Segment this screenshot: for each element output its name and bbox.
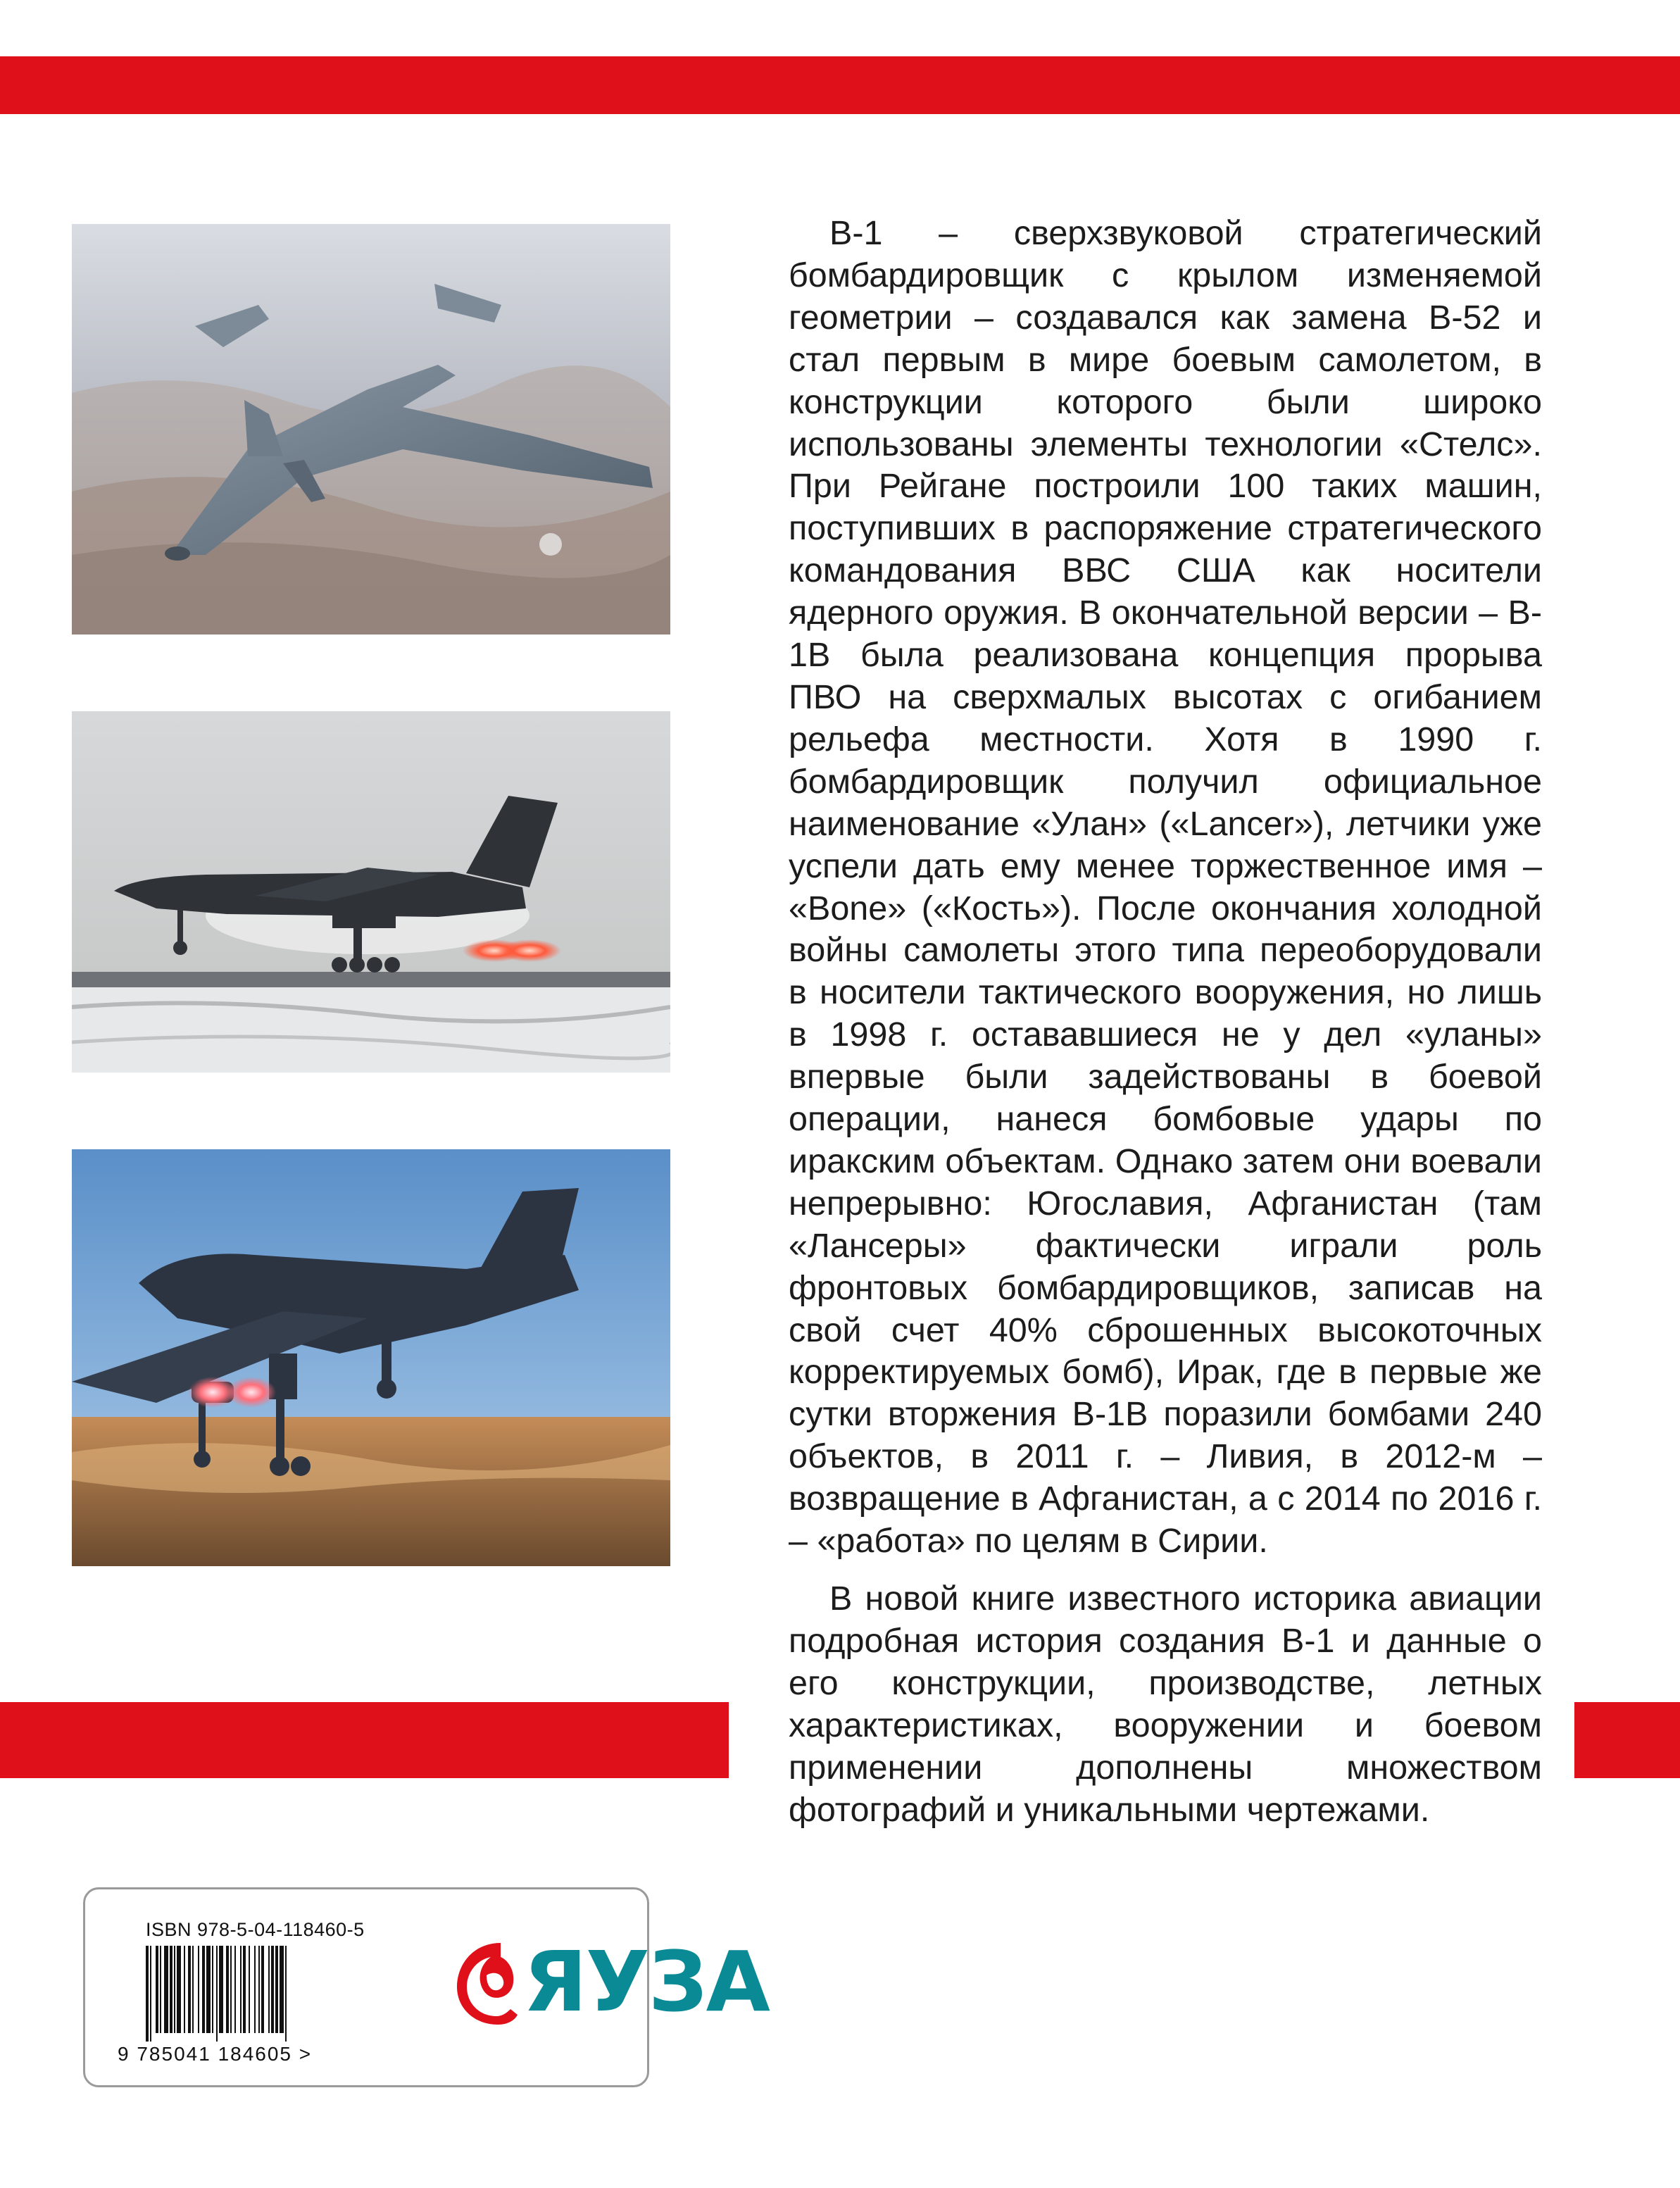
photo-b1-snowy-takeoff-image [72,711,670,1073]
body-paragraph-2: В новой книге известного историка авиации подробная история создания B-1 и данные о его конструкции, производстве, летных характеристиках, вооружении и боевом применении дополнены множеством фотографий и уникальными чертежами. [789,1580,1542,1829]
barcode-panel [83,1887,769,2087]
photo-b1-in-flight [72,224,670,634]
publisher-logo-text: ЯУЗА [523,1933,769,2030]
middle-red-stripe-left [0,1702,729,1778]
photo-b1-sunset-takeoff-image [72,1149,670,1566]
body-paragraph-1: B-1 – сверхзвуковой стратегический бомбардировщик с крылом изменяемой геометрии – создавался как замена B-52 и стал первым в мире боевым самолетом, в конструкции которого были широко использованы элементы технологии «Стелс». При Рейгане построили 100 таких машин, поступивших в распоряжение стратегического командования ВВС США как носители ядерного оружия. В окончательной версии – B-1B была реализована концепция прорыва ПВО на сверхмалых высотах с огибанием рельефа местности. Хотя в 1990 г. бомбардировщик получил официальное наименование «Улан» («Lancer»), летчики уже успели дать ему менее торжественное имя – «Bone» («Кость»). После окончания холодной войны самолеты этого типа переоборудовали в носители тактического вооружения, но лишь в 1998 г. остававшиеся не у дел «уланы» впервые были задействованы в боевой операции, нанеся бомбовые удары по иракским объектам. Однако затем они воевали непрерывно: Югославия, Афганистан (там «Лансеры» фактически играли роль фронтовых бомбардировщиков, записав на свой счет 40% сброшенных высокоточных корректируемых бомб), Ирак, где в первые же сутки вторжения B-1B поразили бомбами 240 объектов, в 2011 г. – Ливия, в 2012-м – возвращение в Афганистан, а с 2014 по 2016 г. – «работа» по целям в Сирии. [789,214,1542,1561]
description-text [789,213,1542,1831]
eksmo-swirl-icon [451,1930,519,2036]
isbn-label: ISBN 978-5-04-118460-5 [146,1919,365,1940]
top-red-stripe [0,56,1680,114]
photo-b1-snowy-takeoff [72,711,670,1073]
photo-b1-in-flight-image [72,224,670,634]
photo-b1-sunset-takeoff [72,1149,670,1566]
middle-red-stripe-right [1574,1702,1680,1778]
isbn-barcode [144,1946,425,2042]
barcode-digits: 9 785041 184605 > [118,2043,313,2065]
